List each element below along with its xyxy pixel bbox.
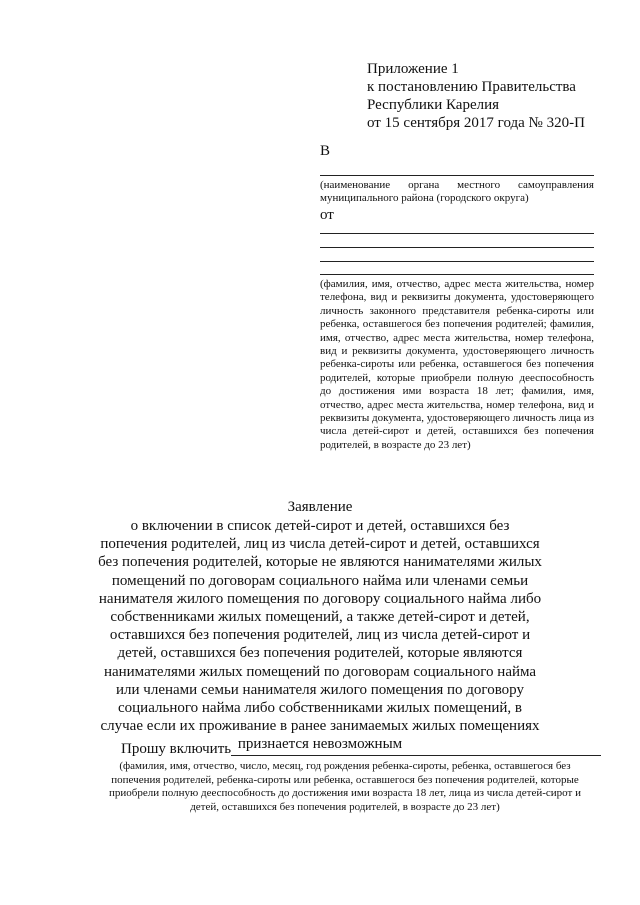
appendix-line-3: Республики Карелия — [367, 97, 500, 113]
appendix-line-2: к постановлению Правительства — [367, 79, 576, 95]
document-subject: о включении в список детей-сирот и детей, оставшихся без попечения родителей, лиц из числа детей-сирот и детей, оставшихся без попечения родителей, которые не являются нанимателями жилых помещений по договорам социального найма или членами семьи нанимателя жилого помещения по договору социального найма либо собственниками жилых помещений, а также детей-сирот и детей, оставшихся без попечения родителей, лиц из числа детей-сирот и детей, оставшихся без попечения родителей, которые являются нанимателями жилых помещений по договорам социального найма или членами семьи нанимателя жилого помещения по договору социального найма либо собственниками жилых помещений, в случае если их проживание в ранее занимаемых жилых помещениях признается невозможным — [98, 518, 542, 753]
from-field-line-1[interactable] — [320, 233, 594, 234]
from-prefix: от — [320, 207, 334, 223]
document-title: Заявление — [287, 499, 353, 515]
from-prefix-block — [320, 207, 594, 223]
from-field-line-2[interactable] — [320, 247, 594, 248]
request-name-field[interactable] — [231, 755, 601, 756]
request-hint: (фамилия, имя, отчество, число, месяц, год рождения ребенка-сироты, ребенка, оставшегося без попечения родителей, ребенка-сироты или ребенка, оставшегося без попечения родителей, которые приобрели полную дееспособность до достижения ими возраста 18 лет, лица из числа детей-сирот и детей, оставшихся без попечения родителей, в возрасте до 23 лет) — [109, 760, 581, 813]
request-label: Прошу включить — [121, 741, 232, 757]
from-field-line-3[interactable] — [320, 261, 594, 262]
appendix-line-1: Приложение 1 — [367, 61, 459, 77]
to-organ-hint: (наименование органа местного самоуправления муниципального района (городского округа) — [320, 179, 594, 205]
request-line — [121, 740, 601, 760]
from-field-line-4[interactable] — [320, 274, 594, 275]
appendix-line-4: от 15 сентября 2017 года № 320-П — [367, 115, 585, 131]
appendix-reference — [367, 60, 627, 132]
to-organ-field[interactable] — [320, 175, 594, 176]
from-applicant-hint: (фамилия, имя, отчество, адрес места жительства, номер телефона, вид и реквизиты документа, удостоверяющего личность законного представителя ребенка-сироты или ребенка, оставшегося без попечения родителей; фамилия, имя, отчество, адрес места жительства, номер телефона, вид и реквизиты документа, удостоверяющего личность ребенка-сироты или ребенка, оставшегося без попечения родителей, которые приобрели полную дееспособность до достижения ими возраста 18 лет; фамилия, имя, отчество, адрес места жительства, номер телефона, вид и реквизиты документа, удостоверяющего личность лица из числа детей-сирот и детей, оставшихся без попечения родителей, в возрасте до 23 лет) — [320, 278, 594, 451]
to-prefix: В — [320, 143, 331, 159]
to-prefix-block — [320, 143, 594, 159]
